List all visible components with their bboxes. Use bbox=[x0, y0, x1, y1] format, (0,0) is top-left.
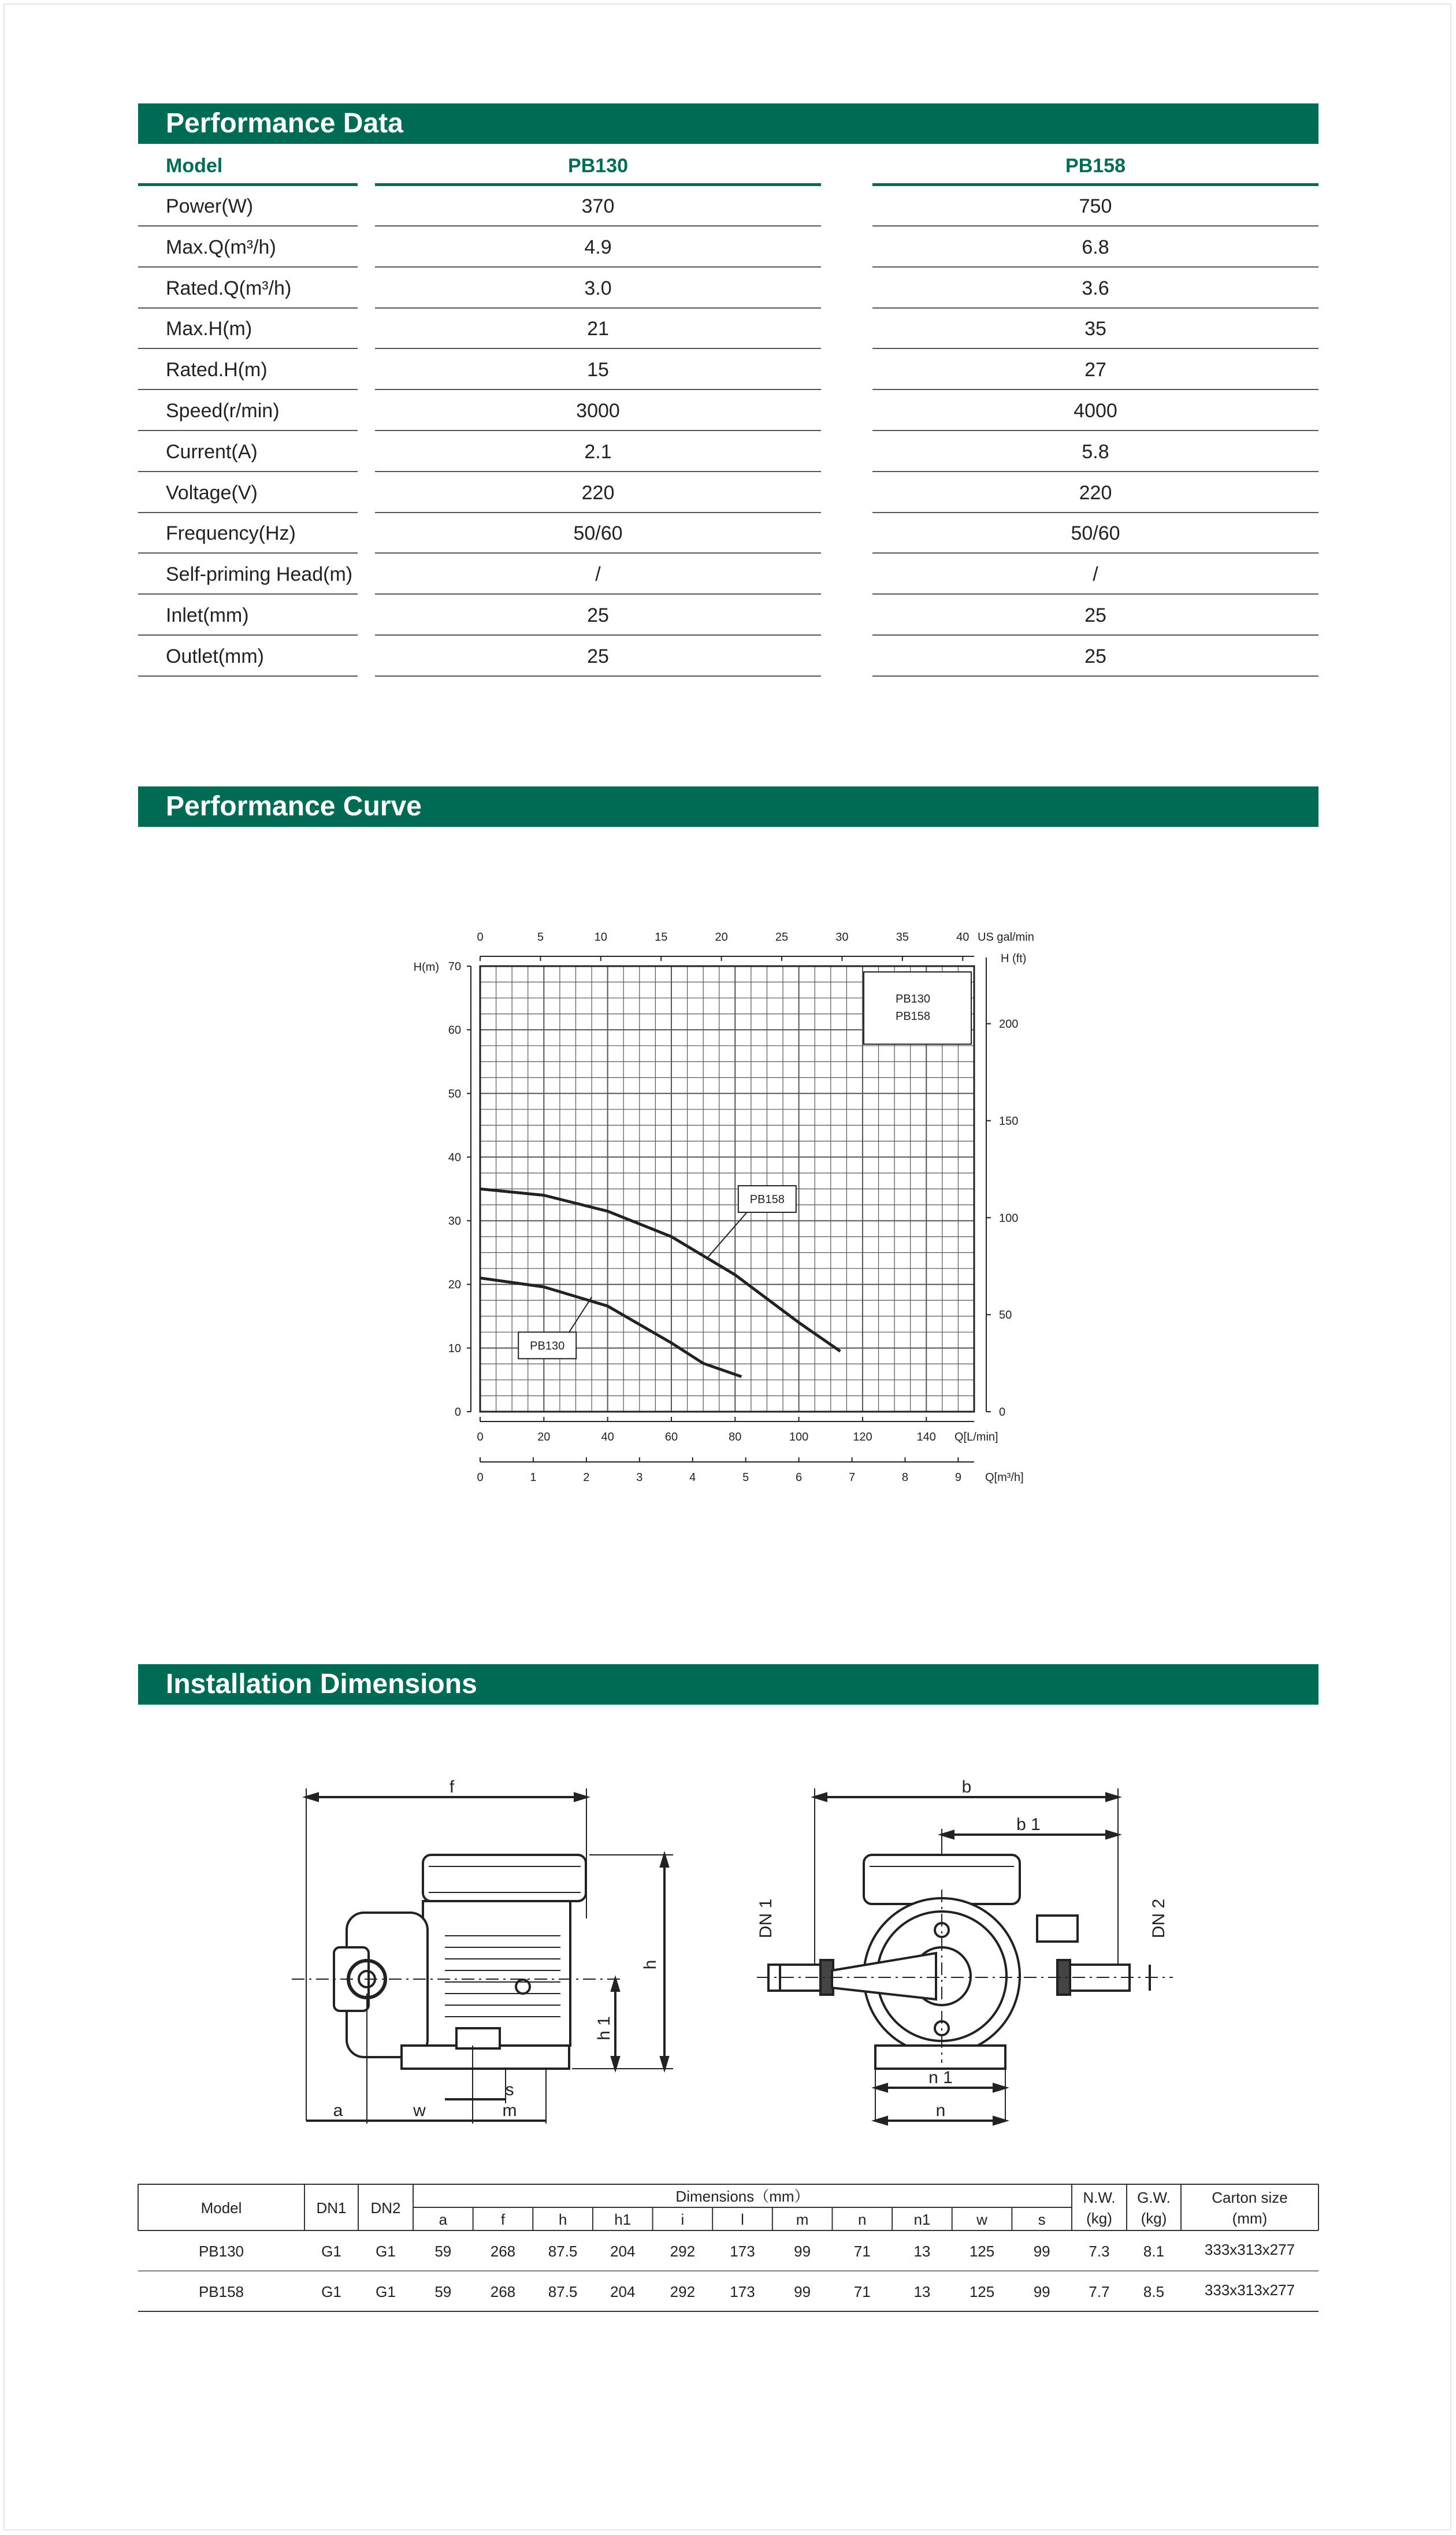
pump-front-view-drawing bbox=[745, 1774, 1184, 2138]
model-header: Model bbox=[138, 146, 358, 186]
y-tick-label: 60 bbox=[448, 1024, 461, 1037]
series-line-pb158 bbox=[480, 1189, 840, 1352]
y-tick-label: 10 bbox=[448, 1342, 461, 1355]
callout-label-pb158: PB158 bbox=[749, 1193, 785, 1206]
row-dim-n1: 13 bbox=[913, 2283, 931, 2300]
x-tick-label: 0 bbox=[477, 1431, 484, 1443]
row-dim-h: 87.5 bbox=[548, 2283, 578, 2300]
x2-tick-label: 7 bbox=[848, 1471, 856, 1484]
dim-label-dn2: DN 2 bbox=[1149, 1898, 1168, 1939]
row-dim-i: 292 bbox=[670, 2243, 696, 2260]
row-value-pb130: 50/60 bbox=[375, 513, 821, 554]
row-value-pb130: 15 bbox=[375, 350, 821, 390]
row-value-pb158: 3.6 bbox=[872, 268, 1318, 309]
x2-tick-label: 5 bbox=[742, 1471, 749, 1484]
row-dim-n1: 13 bbox=[913, 2243, 931, 2260]
row-label: Rated.H(m) bbox=[138, 350, 358, 390]
series-line-pb130 bbox=[480, 1278, 741, 1377]
row-value-pb158: 750 bbox=[872, 186, 1318, 227]
performance-curve-title: Performance Curve bbox=[138, 786, 1318, 827]
row-value-pb158: 25 bbox=[872, 636, 1318, 677]
dim-label-w: w bbox=[413, 2101, 426, 2120]
row-dn2: G1 bbox=[376, 2243, 396, 2260]
row-value-pb130: 220 bbox=[375, 473, 821, 513]
dim-label-m: m bbox=[502, 2101, 517, 2120]
top-tick-label: 0 bbox=[477, 931, 484, 944]
x2-tick-label: 8 bbox=[901, 1471, 909, 1484]
row-value-pb130: 370 bbox=[375, 186, 821, 227]
row-value-pb130: 4.9 bbox=[375, 227, 821, 268]
row-dim-m: 99 bbox=[794, 2243, 811, 2260]
header-sub-h1: h1 bbox=[614, 2211, 632, 2228]
row-label: Current(A) bbox=[138, 432, 358, 472]
row-value-pb130: 2.1 bbox=[375, 432, 821, 472]
header-sub-l: l bbox=[741, 2211, 744, 2228]
dim-label-n: n bbox=[935, 2101, 946, 2120]
dim-label-dn1: DN 1 bbox=[756, 1898, 775, 1939]
row-label: Max.H(m) bbox=[138, 309, 358, 349]
y-axis-label: H(m) bbox=[413, 961, 439, 974]
header-dimensions: Dimensions（mm） bbox=[675, 2188, 809, 2205]
x-tick-label: 60 bbox=[664, 1431, 678, 1443]
row-dim-h1: 204 bbox=[610, 2243, 636, 2260]
row-label: Inlet(mm) bbox=[138, 595, 358, 636]
legend-box bbox=[864, 972, 971, 1044]
row-value-pb158: 27 bbox=[872, 350, 1318, 390]
dim-label-b: b bbox=[961, 1777, 972, 1797]
row-label: Rated.Q(m³/h) bbox=[138, 268, 358, 309]
header-dn1: DN1 bbox=[316, 2199, 347, 2217]
header-nw: N.W. bbox=[1083, 2189, 1116, 2206]
row-dim-w: 125 bbox=[969, 2283, 995, 2300]
callout-label-pb130: PB130 bbox=[530, 1339, 565, 1353]
header-model: Model bbox=[200, 2199, 242, 2217]
dimensions-table bbox=[0, 2173, 1456, 2323]
row-dim-m: 99 bbox=[794, 2283, 811, 2300]
model-header-pb130: PB130 bbox=[375, 146, 821, 186]
y-tick-label: 50 bbox=[448, 1088, 461, 1101]
dim-label-a: a bbox=[333, 2101, 343, 2120]
row-dn2: G1 bbox=[376, 2283, 396, 2300]
row-value-pb158: / bbox=[872, 554, 1318, 595]
header-sub-n: n bbox=[858, 2211, 867, 2228]
x2-tick-label: 0 bbox=[477, 1471, 484, 1484]
row-label: Self-priming Head(m) bbox=[138, 554, 358, 595]
legend-entry-pb130: PB130 bbox=[896, 993, 931, 1005]
row-dim-i: 292 bbox=[670, 2283, 696, 2300]
row-dim-n: 71 bbox=[853, 2243, 871, 2260]
row-value-pb158: 35 bbox=[872, 309, 1318, 349]
x2-tick-label: 1 bbox=[530, 1471, 537, 1484]
right-tick-label: 0 bbox=[999, 1406, 1006, 1419]
row-carton: 333x313x277 bbox=[1204, 2241, 1295, 2258]
row-dn1: G1 bbox=[321, 2283, 341, 2300]
callout-line-pb158 bbox=[707, 1211, 748, 1259]
row-dim-a: 59 bbox=[434, 2283, 452, 2300]
row-dim-a: 59 bbox=[434, 2243, 452, 2260]
right-tick-label: 200 bbox=[999, 1018, 1019, 1031]
x-tick-label: 80 bbox=[729, 1431, 742, 1443]
row-value-pb130: 3000 bbox=[375, 391, 821, 431]
row-dn1: G1 bbox=[321, 2243, 341, 2260]
top-tick-label: 30 bbox=[835, 931, 849, 944]
x2-tick-label: 2 bbox=[583, 1471, 590, 1484]
x-axis-label: Q[L/min] bbox=[954, 1431, 998, 1443]
right-tick-label: 100 bbox=[999, 1212, 1019, 1225]
x2-axis-label: Q[m³/h] bbox=[985, 1471, 1024, 1484]
row-nw: 7.3 bbox=[1089, 2243, 1110, 2260]
y-tick-label: 40 bbox=[448, 1151, 461, 1164]
dim-label-h1: h 1 bbox=[595, 2016, 614, 2040]
y-tick-label: 0 bbox=[454, 1406, 461, 1419]
header-sub-s: s bbox=[1038, 2211, 1046, 2228]
header-nw-unit: (kg) bbox=[1086, 2210, 1112, 2227]
row-value-pb158: 50/60 bbox=[872, 513, 1318, 554]
top-tick-label: 25 bbox=[775, 931, 789, 944]
row-dim-n: 71 bbox=[853, 2283, 871, 2300]
dim-label-b1: b 1 bbox=[1016, 1815, 1041, 1834]
header-sub-n1: n1 bbox=[913, 2211, 931, 2228]
row-dim-w: 125 bbox=[969, 2243, 995, 2260]
pump-side-view-drawing bbox=[289, 1774, 693, 2138]
y-tick-label: 70 bbox=[448, 960, 461, 973]
row-gw: 8.1 bbox=[1143, 2243, 1165, 2260]
row-dim-f: 268 bbox=[490, 2283, 516, 2300]
header-carton-unit: (mm) bbox=[1232, 2210, 1268, 2227]
y-tick-label: 30 bbox=[448, 1215, 461, 1228]
row-nw: 7.7 bbox=[1089, 2283, 1110, 2300]
legend-entry-pb158: PB158 bbox=[896, 1010, 931, 1023]
row-value-pb130: 3.0 bbox=[375, 268, 821, 309]
performance-data-title: Performance Data bbox=[138, 103, 1318, 144]
top-axis-label: US gal/min bbox=[978, 931, 1034, 944]
row-value-pb158: 5.8 bbox=[872, 432, 1318, 472]
x2-tick-label: 4 bbox=[689, 1471, 696, 1484]
row-dim-s: 99 bbox=[1033, 2283, 1050, 2300]
row-label: Max.Q(m³/h) bbox=[138, 227, 358, 268]
y-tick-label: 20 bbox=[448, 1278, 461, 1291]
row-label: Voltage(V) bbox=[138, 473, 358, 513]
model-header-pb158: PB158 bbox=[872, 146, 1318, 186]
top-tick-label: 15 bbox=[655, 931, 668, 944]
header-gw: G.W. bbox=[1137, 2189, 1171, 2206]
header-sub-a: a bbox=[439, 2211, 448, 2228]
dim-label-s: s bbox=[505, 2080, 514, 2099]
x-tick-label: 40 bbox=[601, 1431, 614, 1443]
row-label: Outlet(mm) bbox=[138, 636, 358, 677]
top-tick-label: 20 bbox=[715, 931, 728, 944]
row-dim-l: 173 bbox=[730, 2283, 755, 2300]
row-dim-f: 268 bbox=[490, 2243, 516, 2260]
top-tick-label: 40 bbox=[956, 931, 970, 944]
row-carton: 333x313x277 bbox=[1204, 2281, 1295, 2299]
x2-tick-label: 6 bbox=[796, 1471, 803, 1484]
row-value-pb130: 25 bbox=[375, 595, 821, 636]
dim-label-h: h bbox=[641, 1959, 660, 1970]
row-value-pb158: 4000 bbox=[872, 391, 1318, 431]
x-tick-label: 140 bbox=[916, 1431, 936, 1443]
header-carton: Carton size bbox=[1212, 2189, 1288, 2206]
header-dn2: DN2 bbox=[370, 2199, 401, 2217]
x2-tick-label: 9 bbox=[954, 1471, 961, 1484]
header-sub-f: f bbox=[500, 2211, 506, 2228]
row-value-pb130: / bbox=[375, 554, 821, 595]
installation-dimensions-title: Installation Dimensions bbox=[138, 1664, 1318, 1705]
right-tick-label: 150 bbox=[999, 1115, 1019, 1128]
header-sub-i: i bbox=[681, 2211, 685, 2228]
x2-tick-label: 3 bbox=[636, 1471, 643, 1484]
row-dim-h: 87.5 bbox=[548, 2243, 578, 2260]
row-value-pb158: 25 bbox=[872, 595, 1318, 636]
top-tick-label: 35 bbox=[896, 931, 909, 944]
row-value-pb158: 220 bbox=[872, 473, 1318, 513]
x-tick-label: 100 bbox=[789, 1431, 809, 1443]
row-label: Power(W) bbox=[138, 186, 358, 227]
x-tick-label: 120 bbox=[853, 1431, 872, 1443]
row-label: Frequency(Hz) bbox=[138, 513, 358, 554]
x-tick-label: 20 bbox=[537, 1431, 551, 1443]
right-axis-label: H (ft) bbox=[1001, 952, 1027, 965]
row-dim-h1: 204 bbox=[610, 2283, 636, 2300]
header-sub-w: w bbox=[976, 2211, 987, 2228]
row-gw: 8.5 bbox=[1143, 2283, 1165, 2300]
dim-label-n1: n 1 bbox=[928, 2068, 953, 2087]
top-tick-label: 5 bbox=[537, 931, 544, 944]
row-value-pb158: 6.8 bbox=[872, 227, 1318, 268]
row-model: PB158 bbox=[198, 2283, 244, 2300]
right-tick-label: 50 bbox=[999, 1309, 1012, 1322]
header-sub-m: m bbox=[796, 2211, 809, 2228]
header-gw-unit: (kg) bbox=[1141, 2210, 1167, 2227]
header-sub-h: h bbox=[558, 2211, 567, 2228]
row-value-pb130: 25 bbox=[375, 636, 821, 677]
dim-label-f: f bbox=[449, 1777, 455, 1797]
row-model: PB130 bbox=[198, 2243, 244, 2260]
row-value-pb130: 21 bbox=[375, 309, 821, 349]
top-tick-label: 10 bbox=[594, 931, 607, 944]
row-dim-l: 173 bbox=[730, 2243, 755, 2260]
row-label: Speed(r/min) bbox=[138, 391, 358, 431]
row-dim-s: 99 bbox=[1033, 2243, 1050, 2260]
